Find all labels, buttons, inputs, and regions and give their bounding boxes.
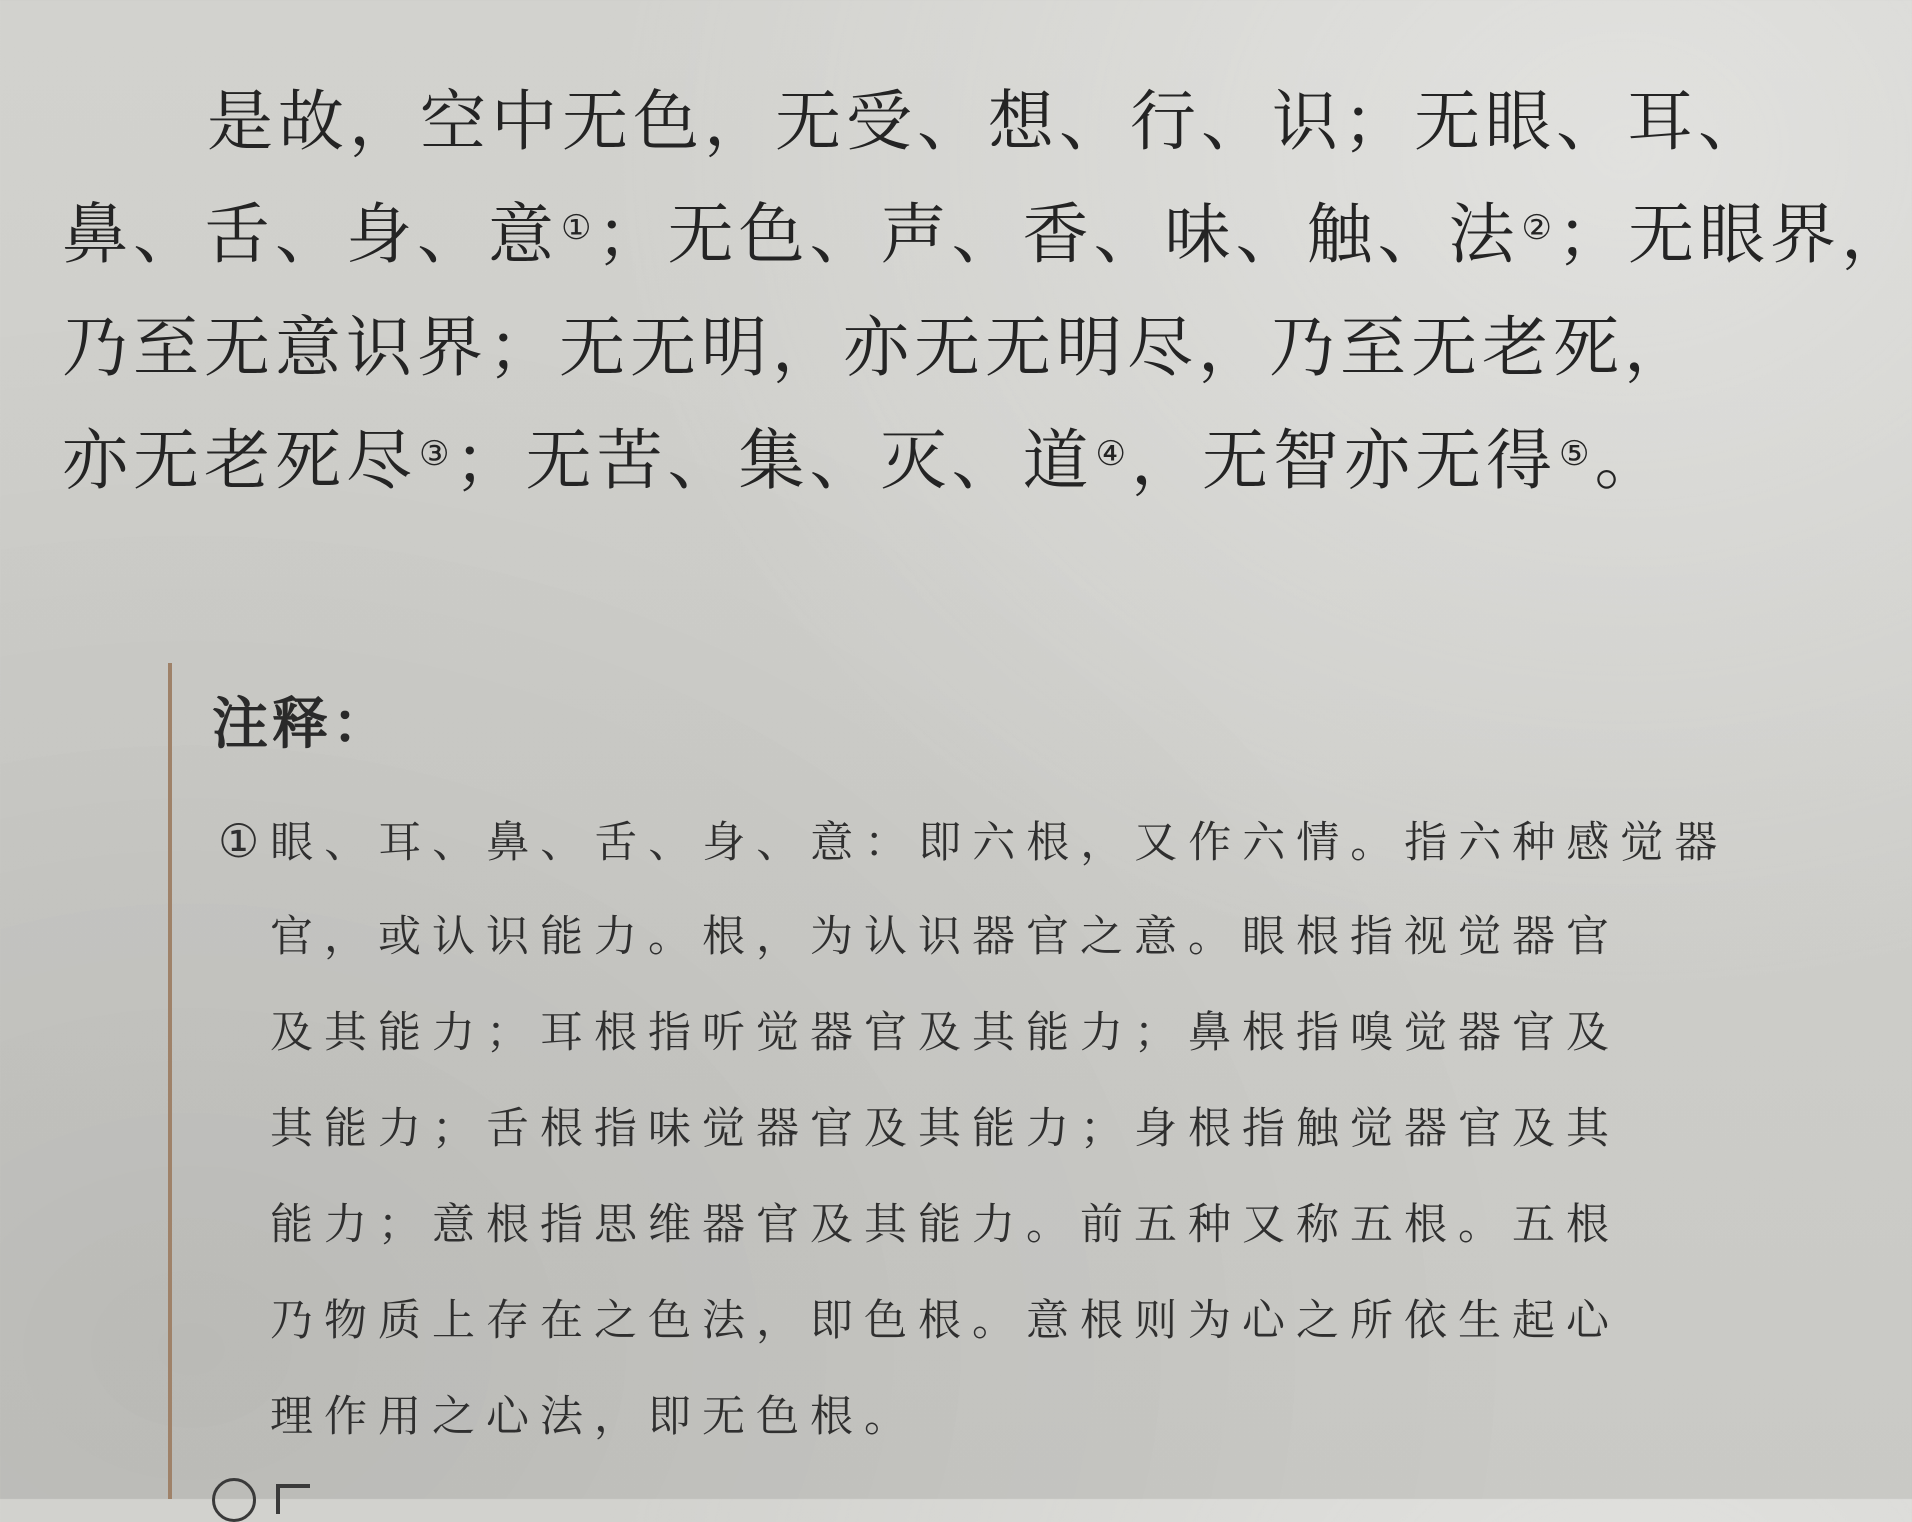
next-note-text-partial: [276, 1484, 310, 1514]
note-1-line-5-text: 能力；意根指思维器官及其能力。前五种又称五根。五根: [270, 1200, 1620, 1250]
note-1-line-6: [218, 1273, 1708, 1369]
footnote-ref-5[interactable]: ⑤: [1558, 434, 1595, 474]
annotation-vertical-rule: [168, 663, 172, 1499]
main-line-2: [62, 178, 1912, 291]
footnote-ref-4[interactable]: ④: [1095, 434, 1131, 474]
annotation-heading: 注释：: [212, 692, 392, 757]
main-line-2-text-b: ；无色、声、香、味、触、法: [596, 196, 1520, 273]
note-1-line-7: [218, 1369, 1708, 1465]
note-1-line-2: [218, 889, 1708, 985]
note-1-line-1-text: 眼、耳、鼻、舌、身、意：即六根，又作六情。指六种感觉器: [270, 818, 1729, 868]
next-note-number-partial: [212, 1478, 256, 1522]
note-1-line-3-text: 及其能力；耳根指听觉器官及其能力；鼻根指嗅觉器官及: [270, 1008, 1620, 1058]
main-sutra-text: [62, 65, 1912, 517]
note-1-line-1: [218, 793, 1729, 889]
note-1-line-7-text: 理作用之心法，即无色根。: [270, 1392, 918, 1442]
main-line-4-text-b: ；无苦、集、灭、道: [454, 422, 1094, 499]
main-line-3: [62, 291, 1702, 404]
main-line-1-text: 是故，空中无色，无受、想、行、识；无眼、耳、: [207, 83, 1769, 160]
main-line-2-text-a: 鼻、舌、身、意: [62, 196, 559, 273]
note-1-line-6-text: 乃物质上存在之色法，即色根。意根则为心之所依生起心: [270, 1296, 1620, 1346]
note-1-line-4-text: 其能力；舌根指味觉器官及其能力；身根指触觉器官及其: [270, 1104, 1620, 1154]
footnote-ref-3[interactable]: ③: [419, 434, 455, 474]
main-line-1: [62, 65, 1769, 178]
main-line-4-text-a: 亦无老死尽: [62, 422, 417, 499]
main-line-4-text-c: ，无智亦无得: [1130, 422, 1557, 499]
note-1-line-3: [218, 985, 1708, 1081]
note-1-line-2-text: 官，或认识能力。根，为认识器官之意。眼根指视觉器官: [270, 912, 1620, 962]
main-line-4-text-d: 。: [1594, 422, 1666, 499]
footnote-ref-1[interactable]: ①: [561, 208, 597, 248]
main-line-4: [62, 404, 1702, 517]
main-line-3-text: 乃至无意识界；无无明，亦无无明尽，乃至无老死，: [62, 309, 1695, 386]
note-1-number: ①: [218, 814, 271, 868]
main-line-2-text-c: ；无眼界，: [1556, 196, 1912, 273]
note-1-line-5: [218, 1177, 1708, 1273]
annotation-note-1: [218, 793, 1729, 1465]
note-1-line-4: [218, 1081, 1708, 1177]
footnote-ref-2[interactable]: ②: [1521, 208, 1557, 248]
